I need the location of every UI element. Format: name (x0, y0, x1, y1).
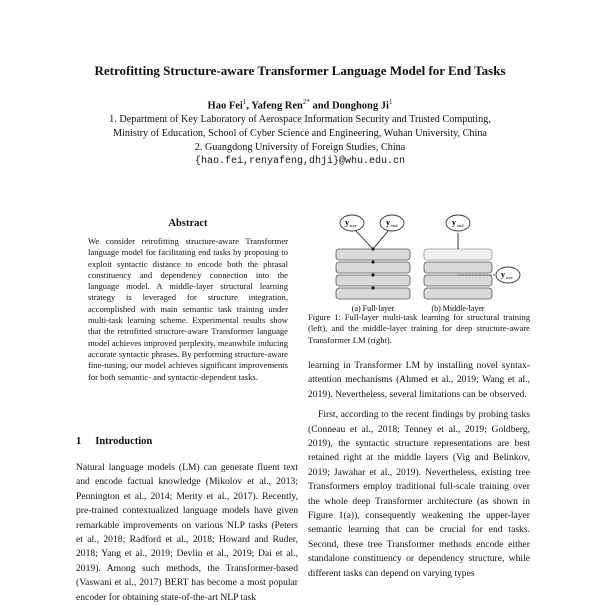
full-layer-diagram (336, 215, 410, 299)
tree-label-sub: tree (350, 223, 357, 228)
transformer-layer (424, 275, 492, 286)
affiliation-line: 2. Guangdong University of Foreign Studies, China (194, 142, 406, 153)
transformer-layer (336, 249, 410, 260)
author-email[interactable]: {hao.fei,renyafeng,dhji}@whu.edu.cn (194, 156, 406, 167)
transformer-layer (336, 262, 410, 273)
subcaption-b: (b) Middle-layer (431, 304, 485, 313)
section-number: 1 (76, 436, 82, 447)
author-separator: , (246, 100, 252, 112)
figure-1-diagram (318, 203, 528, 313)
author-affil-mark: 1 (242, 98, 247, 106)
end-label: y (386, 218, 390, 227)
author-name: Hao Fei (207, 100, 243, 112)
end-label-sub: end (457, 223, 464, 228)
abstract-body: We consider retrofitting structure-aware Transformer language model for facilitating end tasks by proposing to exploit syntactic distance to encode both the phrasal constituency and dependency connection into the language model. A middle-layer structural learning strategy is leveraged for structure integration, accomplished with main semantic task training under multi-task learning scheme. Experimental results show that the retrofitted structure-aware Transformer language model achieves improved perplexity, meanwhile inducing accurate syntactic phrases. By performing structure-aware fine-tuning, our model achieves significant improvements for both semantic- and syntactic-dependent tasks. (88, 236, 288, 382)
section-title: Introduction (95, 436, 153, 447)
tree-label-sub: tree (506, 275, 513, 280)
transformer-layer (424, 262, 492, 273)
output-arrow (356, 231, 373, 249)
paragraph: learning in Transformer LM by installing novel syntax-attention mechanisms (Ahmed et al., 2019; Wang et al., 2019). Nevertheless, several limitations can be observed. (308, 360, 530, 400)
introduction-body (76, 461, 298, 605)
output-arrow (373, 231, 388, 249)
paragraph: Natural language models (LM) can generate fluent text and encode factual knowledge (Mikolov et al., 2013; Pennington et al., 2014; Merity et al., 2017). Recently, pre-trained contextualized language models have given remarkable improvements on various NLP tasks (Peters et al., 2018; Radford et al., 2018; Howard and Ruder, 2018; Yang et al., 2019; Devlin et al., 2019; Dai et al., 2019). Among such methods, the Transformer-based (Vaswani et al., 2017) BERT has become a most popular encoder for obtaining state-of-the-art NLP task (76, 462, 298, 603)
author-list (0, 98, 600, 112)
right-column-body (308, 359, 530, 581)
subcaption-a: (a) Full-layer (351, 304, 395, 313)
middle-layer-diagram (424, 215, 520, 299)
paragraph: First, according to the recent findings by probing tasks (Conneau et al., 2018; Tenney et al., 2019; Goldberg, 2019), the syntactic structure representations are best retained right at the middle layers (Vig and Belinkov, 2019; Jawahar et al., 2019). Nevertheless, existing tree Transformers employ traditional full-scale training over the whole deep Transformer architecture (as shown in Figure 1(a)), consequently weakening the upper-layer semantic learning that can be crucial for end tasks. Second, these tree Transformer methods encode either standalone constituency or dependency structure, while different tasks can depend on varying types (308, 409, 530, 579)
transformer-layer (336, 288, 410, 299)
paper-title: Retrofitting Structure-aware Transformer Language Model for End Tasks (94, 63, 506, 78)
abstract-heading: Abstract (168, 218, 208, 229)
end-label: y (452, 218, 456, 227)
figure-caption: Figure 1: Full-layer multi-task learning for structural training (left), and the middle-layer training for deep structure-aware Transformer LM (right). (308, 312, 530, 345)
author-affil-mark: 2* (302, 98, 310, 106)
author-affil-mark: 1 (388, 98, 393, 106)
affiliation-line: Ministry of Education, School of Cyber Science and Engineering, Wuhan University, China (113, 128, 487, 139)
transformer-layer (424, 288, 492, 299)
tree-label: y (345, 218, 349, 227)
author-name: Donghong Ji (332, 100, 389, 112)
tree-label: y (501, 270, 505, 279)
transformer-layer (336, 275, 410, 286)
author-separator: and (309, 100, 333, 112)
author-name: Yafeng Ren (251, 100, 303, 112)
section-heading-introduction (76, 436, 152, 447)
end-label-sub: end (391, 223, 398, 228)
transformer-layer (424, 249, 492, 260)
affiliation-line: 1. Department of Key Laboratory of Aerospace Information Security and Trusted Computing, (109, 114, 491, 125)
